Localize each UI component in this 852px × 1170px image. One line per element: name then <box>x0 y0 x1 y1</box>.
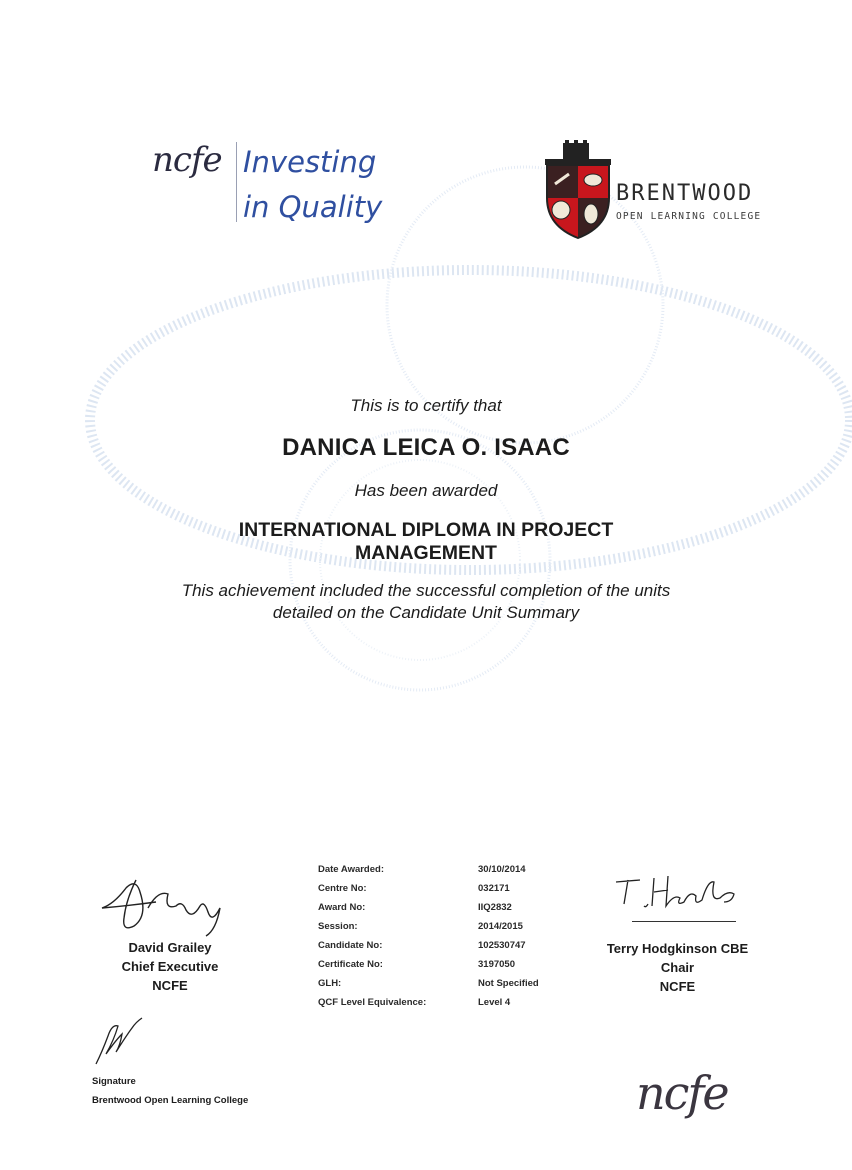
ncfe-logo <box>152 140 402 230</box>
signatory-left-org: NCFE <box>152 978 188 993</box>
detail-value: Level 4 <box>478 997 511 1008</box>
qualification-line-1: INTERNATIONAL DIPLOMA IN PROJECT <box>238 519 614 541</box>
ncfe-tagline <box>243 140 382 230</box>
certificate-details <box>318 864 578 1016</box>
college-crest-icon <box>543 140 613 240</box>
ncfe-footer-logo: ncfe <box>636 1066 728 1120</box>
detail-value: IIQ2832 <box>478 902 512 913</box>
signature-label: Signature <box>92 1076 136 1087</box>
detail-value: Not Specified <box>478 978 539 989</box>
chair-signature <box>610 868 750 918</box>
detail-label: Session: <box>318 921 358 932</box>
detail-value: 30/10/2014 <box>478 864 526 875</box>
detail-row-candidate-no <box>318 940 578 959</box>
detail-label: Certificate No: <box>318 959 383 970</box>
college-label: Brentwood Open Learning College <box>92 1095 249 1106</box>
detail-row-centre-no <box>318 883 578 902</box>
recipient-name: DANICA LEICA O. ISAAC <box>282 434 570 461</box>
signatory-left <box>80 938 260 995</box>
detail-label: GLH: <box>318 978 342 989</box>
signature-line <box>632 921 736 922</box>
signatory-left-name: David Grailey <box>128 940 212 955</box>
college-name: BRENTWOOD <box>616 181 754 206</box>
detail-row-qcf-level <box>318 997 578 1016</box>
college-signature-caption <box>92 1072 248 1110</box>
signatory-left-title: Chief Executive <box>121 959 219 974</box>
signatory-right <box>590 939 765 996</box>
detail-row-date-awarded <box>318 864 578 883</box>
achievement-line-1: This achievement included the successful completion of the units <box>181 581 671 600</box>
detail-row-certificate-no <box>318 959 578 978</box>
detail-label: QCF Level Equivalence: <box>318 997 427 1008</box>
detail-label: Candidate No: <box>318 940 383 951</box>
college-subtitle: OPEN LEARNING COLLEGE <box>616 211 762 222</box>
detail-value: 3197050 <box>478 959 515 970</box>
ncfe-wordmark: ncfe <box>152 140 222 180</box>
tagline-line-1: Investing <box>243 145 377 179</box>
logo-divider <box>236 142 237 222</box>
signatory-right-title: Chair <box>660 960 695 975</box>
signatory-right-name: Terry Hodgkinson CBE <box>606 941 749 956</box>
college-signature <box>92 1014 152 1068</box>
awarded-line: Has been awarded <box>354 481 498 500</box>
detail-value: 032171 <box>478 883 510 894</box>
tagline-line-2: in Quality <box>243 190 383 224</box>
detail-label: Date Awarded: <box>318 864 384 875</box>
qualification-line-2: MANAGEMENT <box>355 542 497 564</box>
detail-value: 102530747 <box>478 940 526 951</box>
detail-row-award-no <box>318 902 578 921</box>
detail-value: 2014/2015 <box>478 921 523 932</box>
certify-line: This is to certify that <box>350 396 502 415</box>
qualification-title <box>0 519 852 565</box>
detail-label: Centre No: <box>318 883 367 894</box>
signatory-right-org: NCFE <box>659 979 696 994</box>
achievement-statement <box>0 580 852 624</box>
detail-label: Award No: <box>318 902 366 913</box>
detail-row-glh <box>318 978 578 997</box>
detail-row-session <box>318 921 578 940</box>
achievement-line-2: detailed on the Candidate Unit Summary <box>272 603 580 622</box>
chief-executive-signature <box>96 870 246 940</box>
